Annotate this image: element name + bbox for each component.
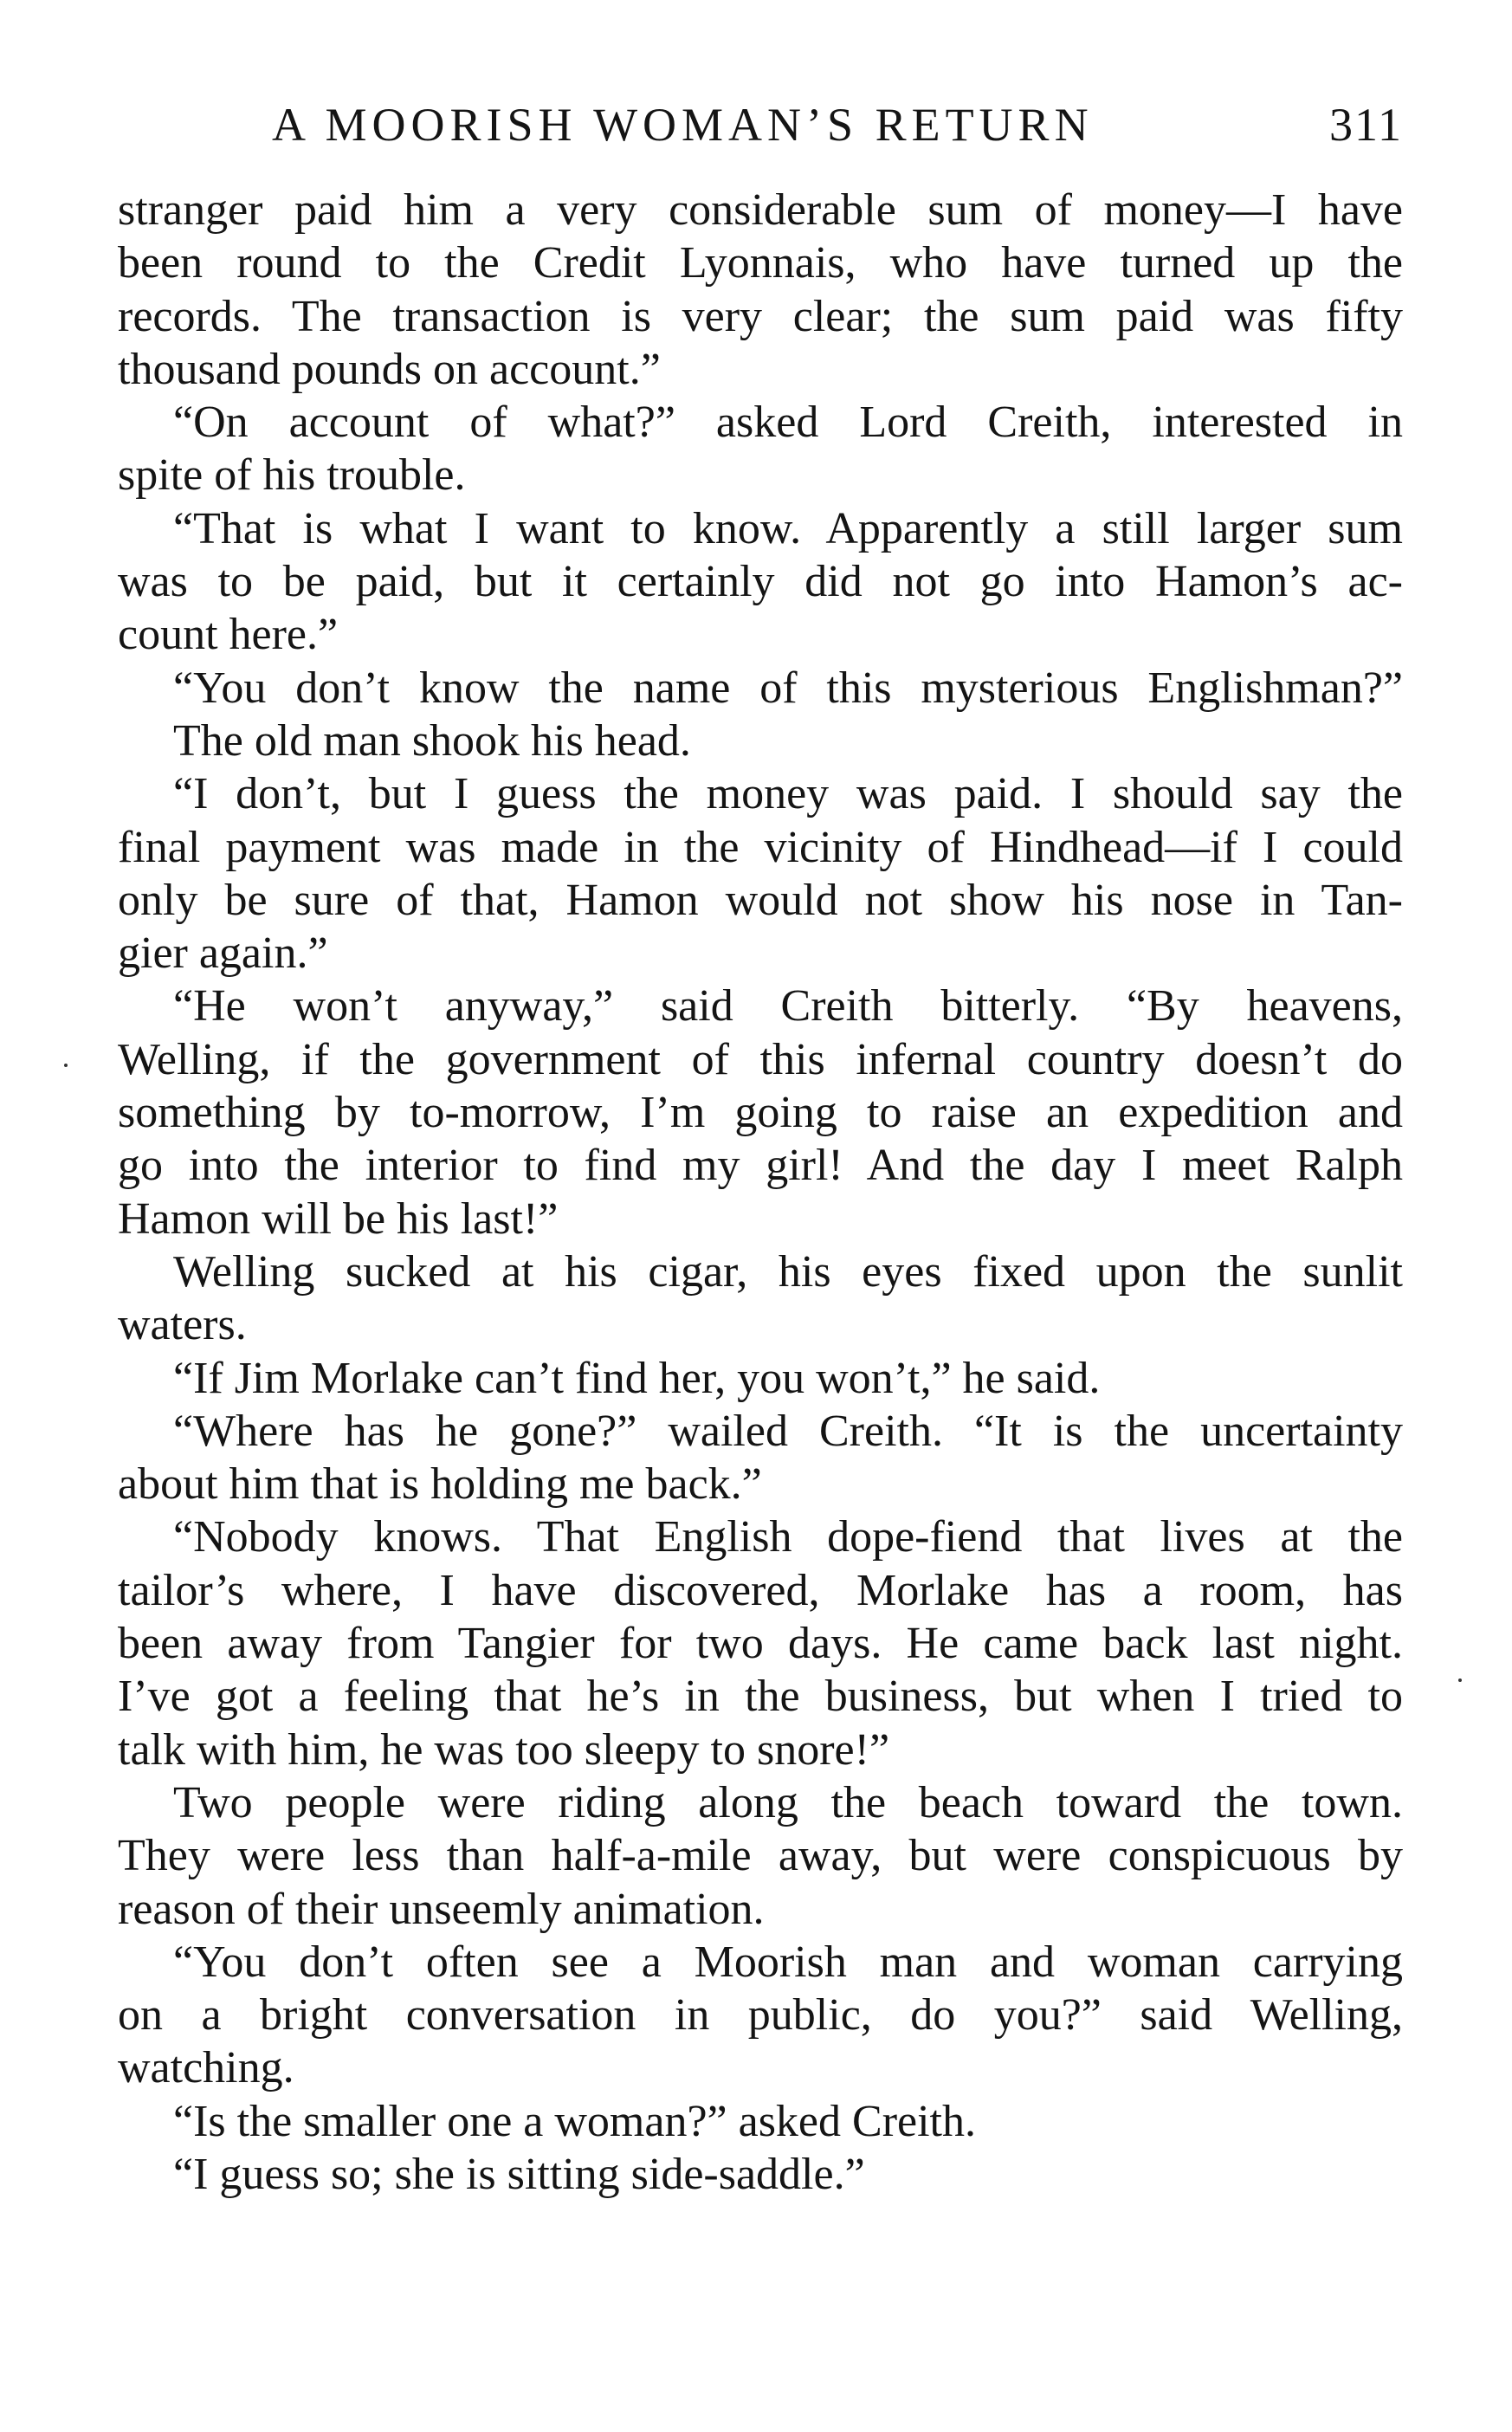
text-line: Welling, if the government of this infernal country doesn’t do (118, 1034, 1403, 1084)
text-line: I’ve got a feeling that he’s in the business, but when I tried to (118, 1672, 1403, 1722)
text-line: “That is what I want to know. Apparently a still larger sum (173, 503, 1403, 553)
text-line: “He won’t anyway,” said Creith bitterly. “By heavens, (173, 981, 1403, 1032)
text-line: gier again.” (118, 928, 328, 979)
text-line: They were less than half-a-mile away, but were conspicuous by (118, 1831, 1403, 1881)
text-line: watching. (118, 2043, 294, 2093)
text-line: spite of his trouble. (118, 450, 466, 501)
text-line: Welling sucked at his cigar, his eyes fixed upon the sunlit (173, 1246, 1403, 1297)
text-line: been round to the Credit Lyonnais, who have turned up the (118, 238, 1403, 288)
text-line: “Nobody knows. That English dope-fiend that lives at the (173, 1512, 1403, 1562)
print-speck (64, 1064, 68, 1067)
running-head (118, 90, 1403, 159)
text-line: “On account of what?” asked Lord Creith, interested in (173, 398, 1403, 448)
running-title: A MOORISH WOMAN’S RETURN (272, 99, 1094, 151)
text-line: stranger paid him a very considerable sum of money—I have (118, 185, 1403, 235)
text-line: Two people were riding along the beach toward the town. (173, 1777, 1403, 1827)
text-line: about him that is holding me back.” (118, 1459, 762, 1510)
text-line: go into the interior to find my girl! And the day I meet Ralph (118, 1141, 1403, 1191)
text-line: talk with him, he was too sleepy to snore!” (118, 1724, 890, 1775)
text-line: been away from Tangier for two days. He came back last night. (118, 1619, 1403, 1669)
text-line: only be sure of that, Hamon would not show his nose in Tan- (118, 875, 1403, 925)
text-line: was to be paid, but it certainly did not go into Hamon’s ac- (118, 557, 1403, 607)
text-line: reason of their unseemly animation. (118, 1884, 765, 1934)
text-line: something by to-morrow, I’m going to raise an expedition and (118, 1088, 1403, 1138)
text-line: “I don’t, but I guess the money was paid. I should say the (173, 769, 1403, 819)
text-line: count here.” (118, 610, 339, 660)
page-number: 311 (1329, 99, 1403, 151)
text-line: “I guess so; she is sitting side-saddle.” (173, 2149, 865, 2199)
text-line: “If Jim Morlake can’t find her, you won’t,” he said. (173, 1353, 1101, 1403)
text-line: thousand pounds on account.” (118, 344, 661, 394)
text-line: “Where has he gone?” wailed Creith. “It is the uncertainty (173, 1406, 1403, 1456)
text-line: “Is the smaller one a woman?” asked Creith. (173, 2096, 976, 2146)
text-line: Hamon will be his last!” (118, 1193, 559, 1244)
text-line: waters. (118, 1300, 247, 1350)
text-line: final payment was made in the vicinity of Hindhead—if I could (118, 822, 1403, 872)
text-line: records. The transaction is very clear; the sum paid was fifty (118, 291, 1403, 341)
print-speck (1458, 1678, 1462, 1682)
text-line: The old man shook his head. (173, 715, 691, 766)
text-line: on a bright conversation in public, do you?” said Welling, (118, 1990, 1403, 2041)
text-line: “You don’t know the name of this mysterious Englishman?” (173, 663, 1403, 713)
body-text (118, 184, 1403, 2201)
text-line: tailor’s where, I have discovered, Morlake has a room, has (118, 1565, 1403, 1615)
text-line: “You don’t often see a Moorish man and woman carrying (173, 1937, 1403, 1987)
